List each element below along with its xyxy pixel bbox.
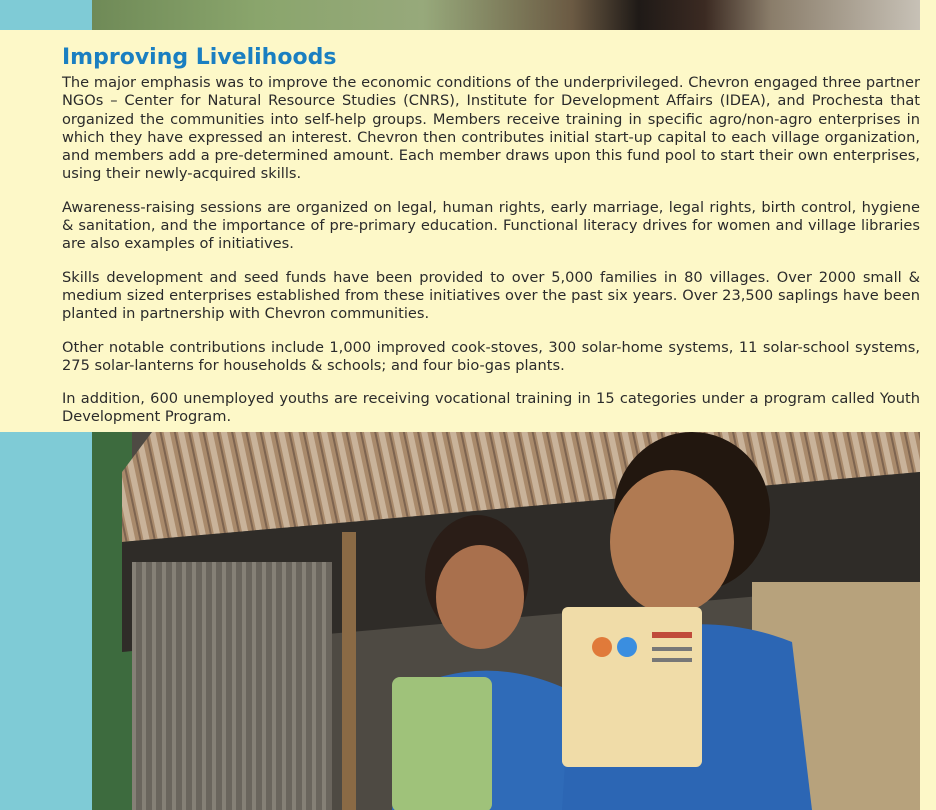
schoolgirls-photo [92,432,920,810]
paragraph-4: Other notable contributions include 1,000 improved cook-stoves, 300 solar-home systems, 11 solar-school systems, 275 solar-lanterns for households & schools; and four bio-gas plants. [62,338,920,374]
side-band-top [0,0,92,30]
livelihoods-section [62,44,920,442]
book-green [392,677,492,810]
paragraph-5: In addition, 600 unemployed youths are receiving vocational training in 15 categories under a program called Youth Development Program. [62,390,920,426]
schoolgirls-illustration [92,432,920,810]
side-band-bottom [0,432,92,810]
top-photo [92,0,920,30]
girl-right-face [610,470,734,614]
girl-left-face [436,545,524,649]
book-yellow [562,607,702,767]
section-title: Improving Livelihoods [62,45,337,70]
tin-wall [132,562,332,810]
paragraph-3: Skills development and seed funds have been provided to over 5,000 families in 80 villages. Over 2000 small & medium sized enterprises established from these initiatives over the past six years. Over 23,500 saplings have been planted in partnership with Chevron communities. [62,268,920,323]
paragraph-2: Awareness-raising sessions are organized on legal, human rights, early marriage, legal rights, birth control, hygiene & sanitation, and the importance of pre-primary education. Functional literacy drives for women and village libraries are also examples of initiatives. [62,198,920,253]
paragraph-1: The major emphasis was to improve the economic conditions of the underprivileged. Chevron engaged three partner NGOs – Center for Natural Resource Studies (CNRS), Institute for Development Affairs (IDEA), and Prochesta that organized the communities into self-help groups. Members receive training in specific agro/non-agro enterprises in which they have expressed an interest. Chevron then contributes initial start-up capital to each village organization, and members add a pre-determined amount. Each member draws upon this fund pool to start their own enterprises, using their newly-acquired skills. [62,74,920,183]
